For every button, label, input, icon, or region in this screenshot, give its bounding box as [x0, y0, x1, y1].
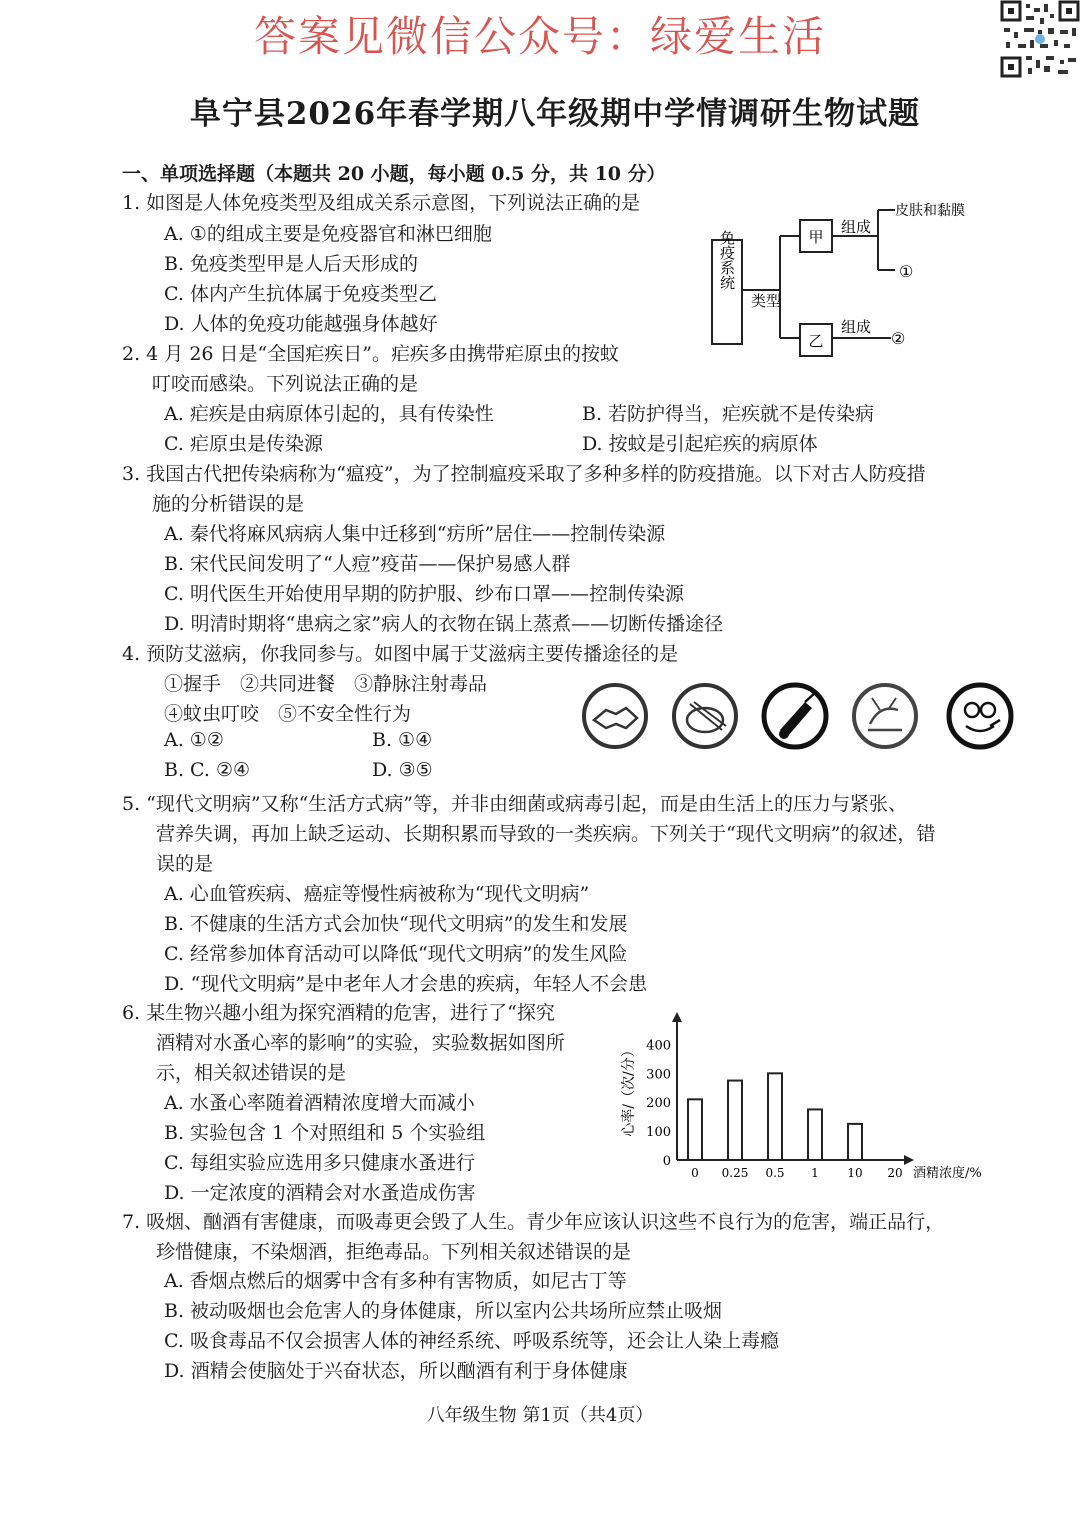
q6-stem-line3: 示，相关叙述错误的是	[156, 1062, 347, 1084]
chart-ytick-label: 400	[646, 1038, 671, 1054]
unsafe-sex-icon	[949, 685, 1011, 747]
q7-option-c: C. 吸食毒品不仅会损害人体的神经系统、呼吸系统等，还会让人染上毒瘾	[164, 1330, 779, 1352]
q3-option-b: B. 宋代民间发明了“人痘”疫苗——保护易感人群	[164, 553, 571, 575]
section-heading: 一、单项选择题（本题共 20 小题，每小题 0.5 分，共 10 分）	[122, 163, 666, 185]
chart-ytick-label: 300	[646, 1067, 671, 1083]
syringe-icon	[764, 685, 826, 747]
chart-xtick-label: 0.5	[765, 1166, 785, 1180]
q3-option-d: D. 明清时期将“患病之家”病人的衣物在锅上蒸煮——切断传播途径	[164, 613, 724, 635]
q6-stem-line1: 6. 某生物兴趣小组为探究酒精的危害，进行了“探究	[122, 1002, 555, 1024]
q7-option-a: A. 香烟点燃后的烟雾中含有多种有害物质，如尼古丁等	[164, 1270, 627, 1292]
immune-system-diagram	[705, 198, 990, 358]
q3-stem-line2: 施的分析错误的是	[152, 493, 305, 515]
q4-option-b: B. ①④	[372, 729, 433, 751]
q6-option-c: C. 每组实验应选用多只健康水蚤进行	[164, 1152, 475, 1174]
q3-stem-line1: 3. 我国古代把传染病称为“瘟疫”，为了控制瘟疫采取了多种多样的防疫措施。以下对古人防疫措	[122, 463, 926, 485]
q6-option-d: D. 一定浓度的酒精会对水蚤造成伤害	[164, 1182, 476, 1204]
q2-option-b: B. 若防护得当，疟疾就不是传染病	[582, 403, 875, 425]
q4-option-c: B. C. ②④	[164, 759, 251, 781]
q4-items-line1: ①握手 ②共同进餐 ③静脉注射毒品	[164, 673, 488, 695]
banner: 答案见微信公众号：绿爱生活	[253, 12, 826, 61]
q7-option-d: D. 酒精会使脑处于兴奋状态，所以酗酒有利于身体健康	[164, 1360, 628, 1382]
chart-ytick-label: 100	[646, 1125, 671, 1141]
q4-option-a: A. ①②	[164, 729, 224, 751]
q7-stem-line1: 7. 吸烟、酗酒有害健康，而吸毒更会毁了人生。青少年应该认识这些不良行为的危害，端正品行，	[122, 1211, 945, 1233]
q5-option-b: B. 不健康的生活方式会加快“现代文明病”的发生和发展	[164, 913, 628, 935]
q4-option-d: D. ③⑤	[372, 759, 433, 781]
chart-xtick-label: 1	[811, 1166, 819, 1180]
chart-ytick-label: 200	[646, 1096, 671, 1112]
immune-system-box-label: 免疫系统	[718, 230, 736, 290]
q5-option-a: A. 心血管疾病、癌症等慢性病被称为“现代文明病”	[164, 883, 590, 905]
q1-option-b: B. 免疫类型甲是人后天形成的	[164, 253, 419, 275]
q1-option-c: C. 体内产生抗体属于免疫类型乙	[164, 283, 437, 305]
q3-option-a: A. 秦代将麻风病病人集中迁移到“疠所”居住——控制传染源	[164, 523, 666, 545]
q5-stem-line1: 5. “现代文明病”又称“生活方式病”等，并非由细菌或病毒引起，而是由生活上的压力与紧张、	[122, 793, 908, 815]
chart-xtick-label: 0.25	[721, 1166, 749, 1180]
q6-option-a: A. 水蚤心率随着酒精浓度增大而减小	[164, 1092, 475, 1114]
circle-1-label: ①	[899, 262, 914, 281]
zucheng-label-1: 组成	[841, 218, 872, 236]
q2-stem-line1: 2. 4 月 26 日是“全国疟疾日”。疟疾多由携带疟原虫的按蚊	[122, 343, 619, 365]
chart-bar	[848, 1124, 862, 1160]
q5-option-d: D. “现代文明病”是中老年人才会患的疾病，年轻人不会患	[164, 973, 648, 995]
heart-rate-chart	[615, 1010, 1005, 1190]
jia-label: 甲	[808, 228, 824, 246]
chart-x-arrow	[904, 1155, 914, 1165]
q3-option-c: C. 明代医生开始使用早期的防护服、纱布口罩——控制传染源	[164, 583, 684, 605]
q1-option-a: A. ①的组成主要是免疫器官和淋巴细胞	[164, 223, 492, 245]
chart-bar	[808, 1109, 822, 1160]
q4-items-line2: ④蚊虫叮咬 ⑤不安全性行为	[164, 703, 412, 725]
chart-ytick-label: 0	[662, 1154, 671, 1169]
q4-stem: 4. 预防艾滋病，你我同参与。如图中属于艾滋病主要传播途径的是	[122, 643, 679, 665]
chart-ylabel: 心率/（次/分）	[621, 1043, 637, 1137]
q2-option-d: D. 按蚊是引起疟疾的病原体	[582, 433, 818, 455]
q2-option-a: A. 疟疾是由病原体引起的，具有传染性	[164, 403, 494, 425]
yi-label: 乙	[808, 332, 824, 350]
chart-bar	[768, 1073, 782, 1160]
q2-stem-line2: 叮咬而感染。下列说法正确的是	[152, 373, 419, 395]
page-title: 阜宁县2026年春学期八年级期中学情调研生物试题	[189, 96, 921, 132]
mosquito-icon	[854, 685, 916, 747]
qr-code	[1000, 0, 1080, 78]
type-label: 类型	[751, 292, 782, 310]
q1-option-d: D. 人体的免疫功能越强身体越好	[164, 313, 438, 335]
shared-meal-icon	[674, 685, 736, 747]
q2-option-c: C. 疟原虫是传染源	[164, 433, 323, 455]
chart-xlabel: 酒精浓度/%	[913, 1166, 982, 1181]
q6-option-b: B. 实验包含 1 个对照组和 5 个实验组	[164, 1122, 486, 1144]
chart-xtick-label: 20	[887, 1166, 903, 1180]
chart-bar	[728, 1081, 742, 1160]
q1-stem: 1. 如图是人体免疫类型及组成关系示意图，下列说法正确的是	[122, 192, 641, 214]
q5-stem-line3: 误的是	[156, 853, 214, 875]
skin-mucosa-label: 皮肤和黏膜	[895, 203, 965, 219]
hiv-transmission-icons	[580, 680, 1020, 754]
chart-xtick-label: 0	[691, 1166, 699, 1180]
q6-stem-line2: 酒精对水蚤心率的影响”的实验，实验数据如图所	[156, 1032, 565, 1054]
page-footer: 八年级生物 第1页（共4页）	[426, 1405, 654, 1426]
chart-xtick-label: 10	[847, 1166, 863, 1180]
chart-bar	[688, 1099, 702, 1160]
q5-stem-line2: 营养失调，再加上缺乏运动、长期积累而导致的一类疾病。下列关于“现代文明病”的叙述，错	[156, 823, 936, 845]
q7-option-b: B. 被动吸烟也会危害人的身体健康，所以室内公共场所应禁止吸烟	[164, 1300, 723, 1322]
chart-y-arrow	[672, 1012, 682, 1022]
q7-stem-line2: 珍惜健康，不染烟酒，拒绝毒品。下列相关叙述错误的是	[156, 1241, 632, 1263]
handshake-icon	[584, 685, 646, 747]
q5-option-c: C. 经常参加体育活动可以降低“现代文明病”的发生风险	[164, 943, 628, 965]
zucheng-label-2: 组成	[841, 318, 872, 336]
circle-2-label: ②	[891, 329, 906, 348]
